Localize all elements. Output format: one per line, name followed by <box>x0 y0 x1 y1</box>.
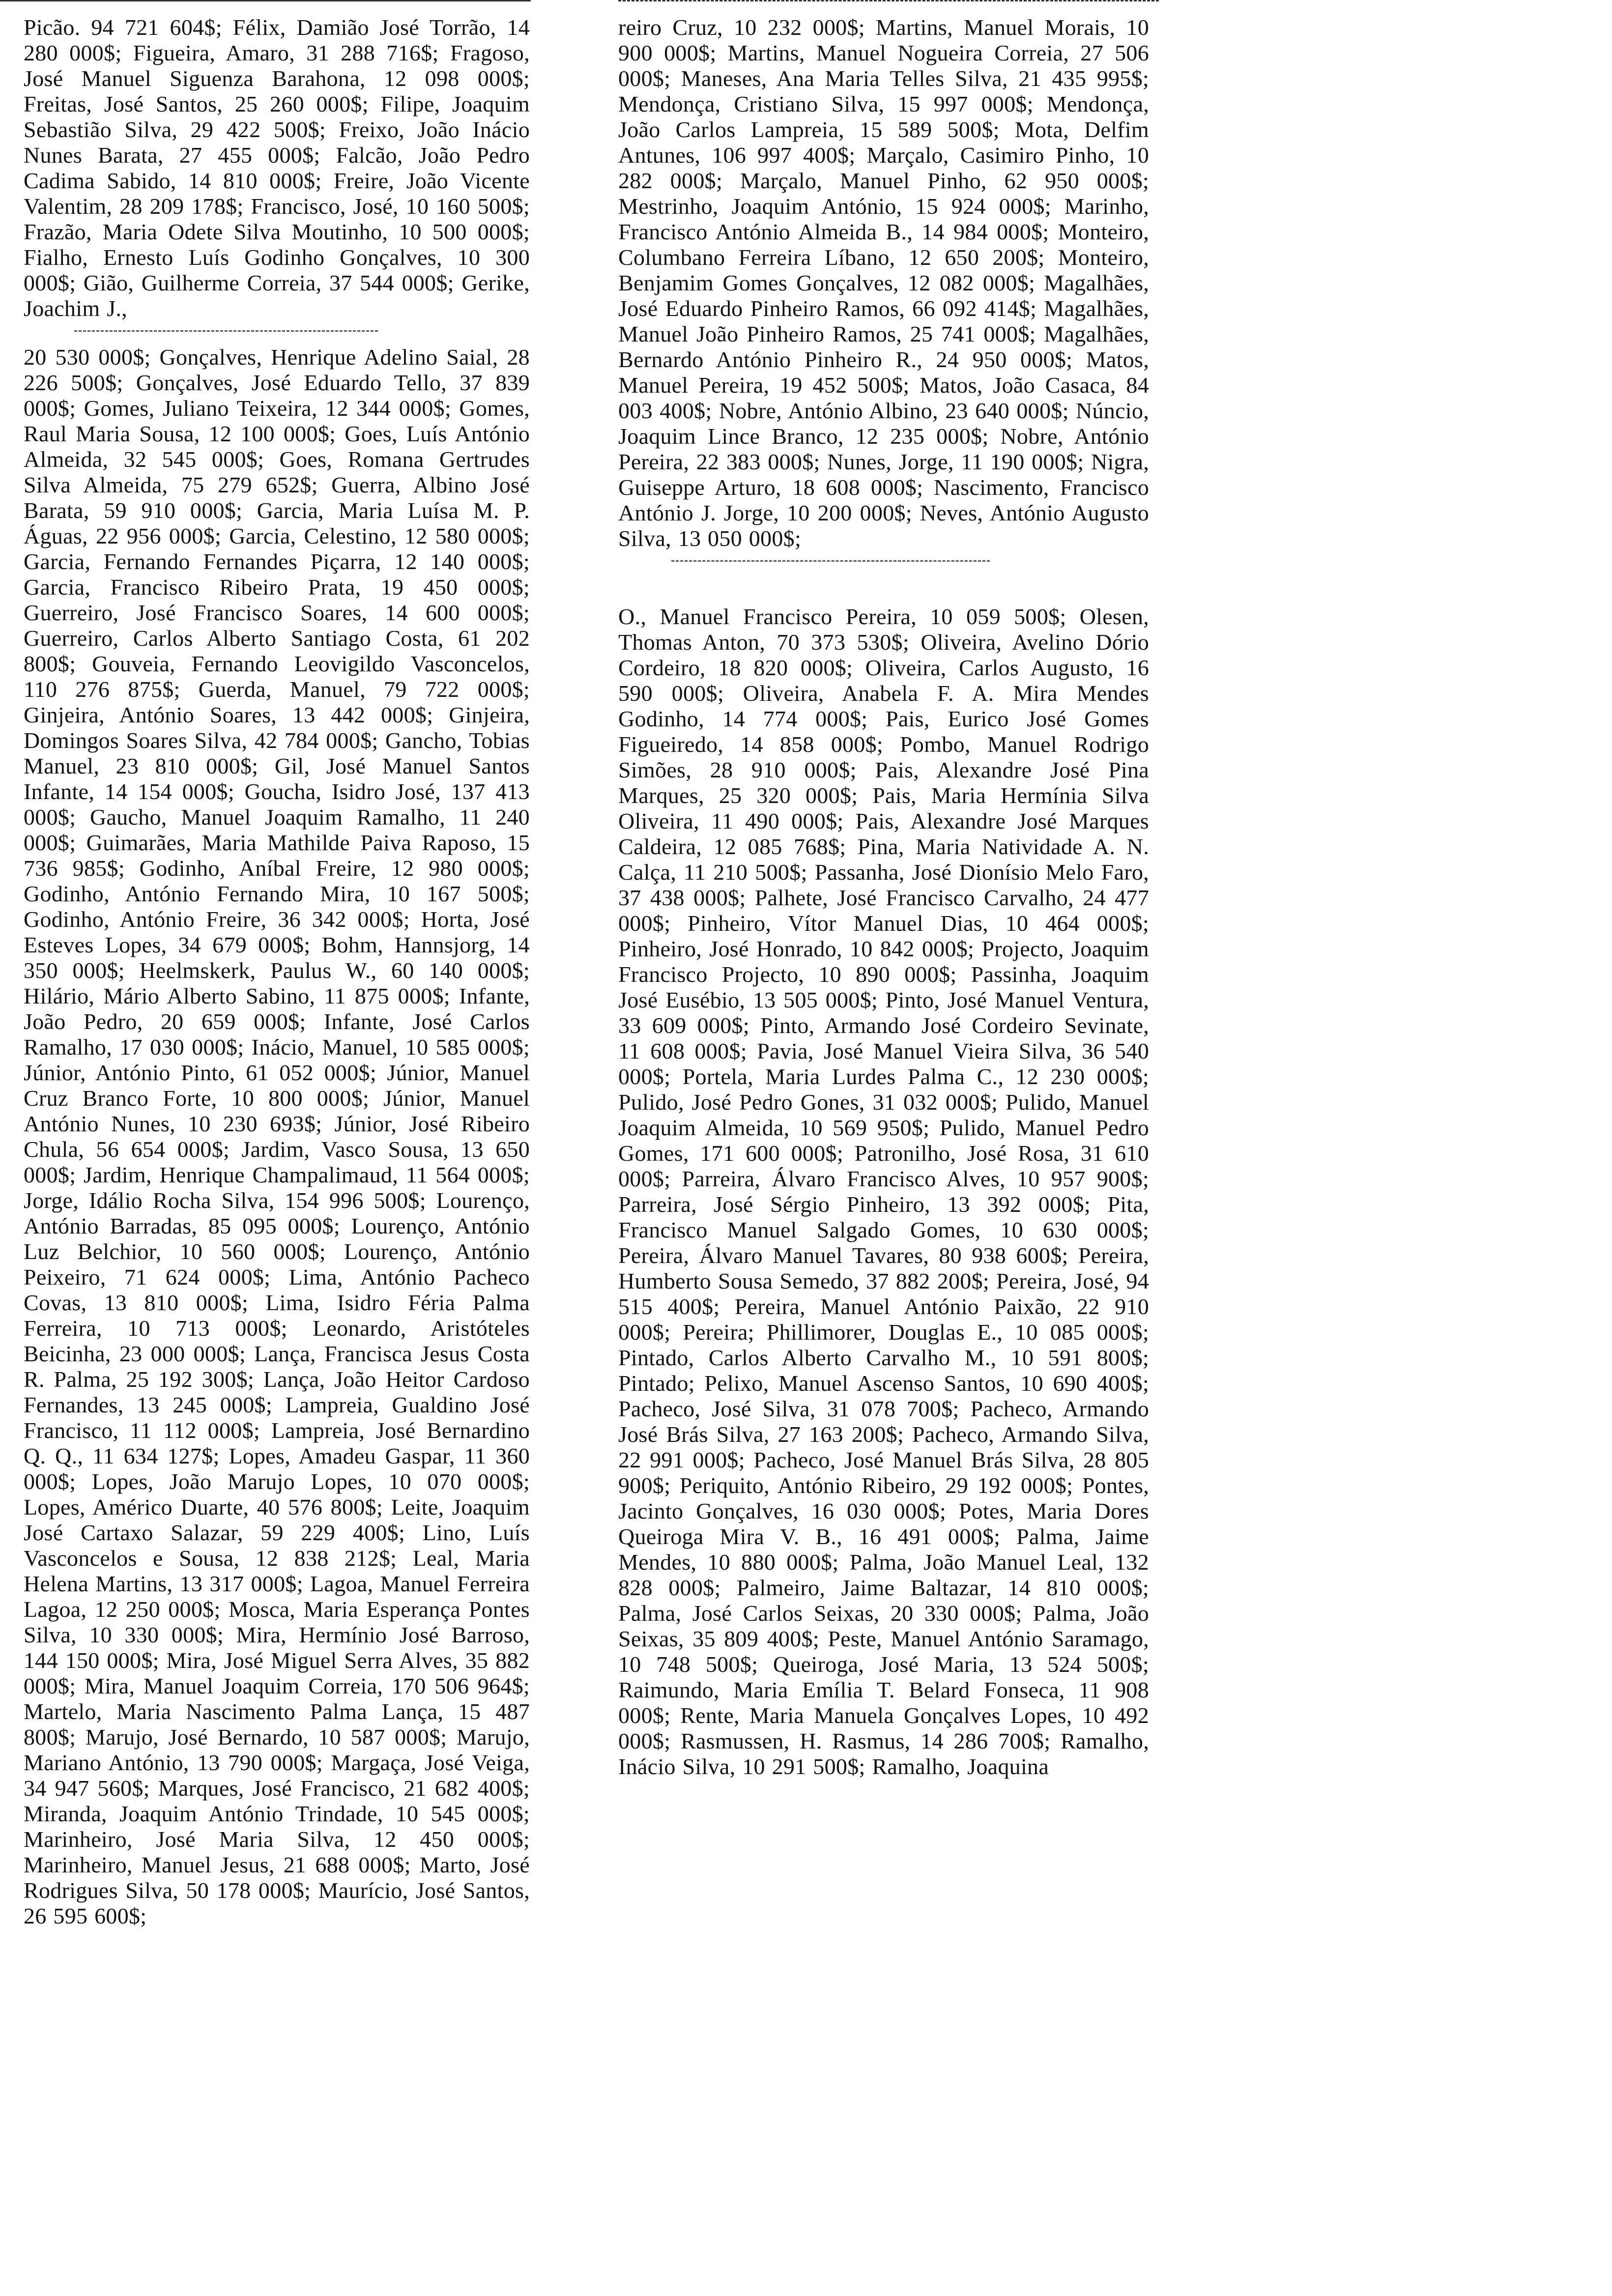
right-section-gap <box>618 574 1149 604</box>
top-rule-right <box>618 0 1159 6</box>
right-column <box>618 15 1149 1779</box>
left-section-separator <box>74 330 378 335</box>
left-column <box>24 15 530 1929</box>
right-text-block-1: reiro Cruz, 10 232 000$; Martins, Manuel Morais, 10 900 000$; Martins, Manuel Nogueira Correia, 27 506 000$; Maneses, Ana Maria Telles Silva, 21 435 995$; Mendonça, Cristiano Silva, 15 997 000$; Mendonça, João Carlos Lampreia, 15 589 500$; Mota, Delfim Antunes, 106 997 400$; Marçalo, Casimiro Pinho, 10 282 000$; Marçalo, Manuel Pinho, 62 950 000$; Mestrinho, Joaquim António, 15 924 000$; Marinho, Francisco António Almeida B., 14 984 000$; Monteiro, Columbano Ferreira Líbano, 12 650 200$; Monteiro, Benjamim Gomes Gonçalves, 12 082 000$; Magalhães, José Eduardo Pinheiro Ramos, 66 092 414$; Magalhães, Manuel João Pinheiro Ramos, 25 741 000$; Magalhães, Bernardo António Pinheiro R., 24 950 000$; Matos, Manuel Pereira, 19 452 500$; Matos, João Casaca, 84 003 400$; Nobre, António Albino, 23 640 000$; Núncio, Joaquim Lince Branco, 12 235 000$; Nobre, António Pereira, 22 383 000$; Nunes, Jorge, 11 190 000$; Nigra, Guiseppe Arturo, 18 608 000$; Nascimento, Francisco António J. Jorge, 10 200 000$; Neves, António Augusto Silva, 13 050 000$; <box>618 15 1149 551</box>
left-text-block-2: 20 530 000$; Gonçalves, Henrique Adelino Saial, 28 226 500$; Gonçalves, José Eduardo Tello, 37 839 000$; Gomes, Juliano Teixeira, 12 344 000$; Gomes, Raul Maria Sousa, 12 100 000$; Goes, Luís António Almeida, 32 545 000$; Goes, Romana Gertrudes Silva Almeida, 75 279 652$; Guerra, Albino José Barata, 59 910 000$; Garcia, Maria Luísa M. P. Águas, 22 956 000$; Garcia, Celestino, 12 580 000$; Garcia, Fernando Fernandes Piçarra, 12 140 000$; Garcia, Francisco Ribeiro Prata, 19 450 000$; Guerreiro, José Francisco Soares, 14 600 000$; Guerreiro, Carlos Alberto Santiago Costa, 61 202 800$; Gouveia, Fernando Leovigildo Vasconcelos, 110 276 875$; Guerda, Manuel, 79 722 000$; Ginjeira, António Soares, 13 442 000$; Ginjeira, Domingos Soares Silva, 42 784 000$; Gancho, Tobias Manuel, 23 810 000$; Gil, José Manuel Santos Infante, 14 154 000$; Goucha, Isidro José, 137 413 000$; Gaucho, Manuel Joaquim Ramalho, 11 240 000$; Guimarães, Maria Mathilde Paiva Raposo, 15 736 985$; Godinho, Aníbal Freire, 12 980 000$; Godinho, António Fernando Mira, 10 167 500$; Godinho, António Freire, 36 342 000$; Horta, José Esteves Lopes, 34 679 000$; Bohm, Hannsjorg, 14 350 000$; Heelmskerk, Paulus W., 60 140 000$; Hilário, Mário Alberto Sabino, 11 875 000$; Infante, João Pedro, 20 659 000$; Infante, José Carlos Ramalho, 17 030 000$; Inácio, Manuel, 10 585 000$; Júnior, António Pinto, 61 052 000$; Júnior, Manuel Cruz Branco Forte, 10 800 000$; Júnior, Manuel António Nunes, 10 230 693$; Júnior, José Ribeiro Chula, 56 654 000$; Jardim, Vasco Sousa, 13 650 000$; Jardim, Henrique Champalimaud, 11 564 000$; Jorge, Idálio Rocha Silva, 154 996 500$; Lourenço, António Barradas, 85 095 000$; Lourenço, António Luz Belchior, 10 560 000$; Lourenço, António Peixeiro, 71 624 000$; Lima, António Pacheco Covas, 13 810 000$; Lima, Isidro Féria Palma Ferreira, 10 713 000$; Leonardo, Aristóteles Beicinha, 23 000 000$; Lança, Francisca Jesus Costa R. Palma, 25 192 300$; Lança, João Heitor Cardoso Fernandes, 13 245 000$; Lampreia, Gualdino José Francisco, 11 112 000$; Lampreia, José Bernardino Q. Q., 11 634 127$; Lopes, Amadeu Gaspar, 11 360 000$; Lopes, João Marujo Lopes, 10 070 000$; Lopes, Américo Duarte, 40 576 800$; Leite, Joaquim José Cartaxo Salazar, 59 229 400$; Lino, Luís Vasconcelos e Sousa, 12 838 212$; Leal, Maria Helena Martins, 13 317 000$; Lagoa, Manuel Ferreira Lagoa, 12 250 000$; Mosca, Maria Esperança Pontes Silva, 10 330 000$; Mira, Hermínio José Barroso, 144 150 000$; Mira, José Miguel Serra Alves, 35 882 000$; Mira, Manuel Joaquim Correia, 170 506 964$; Martelo, Maria Nascimento Palma Lança, 15 487 800$; Marujo, José Bernardo, 10 587 000$; Marujo, Mariano António, 13 790 000$; Margaça, José Veiga, 34 947 560$; Marques, José Francisco, 21 682 400$; Miranda, Joaquim António Trindade, 10 545 000$; Marinheiro, José Maria Silva, 12 450 000$; Marinheiro, Manuel Jesus, 21 688 000$; Marto, José Rodrigues Silva, 50 178 000$; Maurício, José Santos, 26 595 600$; <box>24 344 530 1928</box>
right-text-block-2: O., Manuel Francisco Pereira, 10 059 500$; Olesen, Thomas Anton, 70 373 530$; Oliveira, Avelino Dório Cordeiro, 18 820 000$; Oliveira, Carlos Augusto, 16 590 000$; Oliveira, Anabela F. A. Mira Mendes Godinho, 14 774 000$; Pais, Eurico José Gomes Figueiredo, 14 858 000$; Pombo, Manuel Rodrigo Simões, 28 910 000$; Pais, Alexandre José Pina Marques, 25 320 000$; Pais, Maria Hermínia Silva Oliveira, 11 490 000$; Pais, Alexandre José Marques Caldeira, 12 085 768$; Pina, Maria Natividade A. N. Calça, 11 210 500$; Passanha, José Dionísio Melo Faro, 37 438 000$; Palhete, José Francisco Carvalho, 24 477 000$; Pinheiro, Vítor Manuel Dias, 10 464 000$; Pinheiro, José Honrado, 10 842 000$; Projecto, Joaquim Francisco Projecto, 10 890 000$; Passinha, Joaquim José Eusébio, 13 505 000$; Pinto, José Manuel Ventura, 33 609 000$; Pinto, Armando José Cordeiro Sevinate, 11 608 000$; Pavia, José Manuel Vieira Silva, 36 540 000$; Portela, Maria Lurdes Palma C., 12 230 000$; Pulido, José Pedro Gones, 31 032 000$; Pulido, Manuel Joaquim Almeida, 10 569 950$; Pulido, Manuel Pedro Gomes, 171 600 000$; Patronilho, José Rosa, 31 610 000$; Parreira, Álvaro Francisco Alves, 10 957 900$; Parreira, José Sérgio Pinheiro, 13 392 000$; Pita, Francisco Manuel Salgado Gomes, 10 630 000$; Pereira, Álvaro Manuel Tavares, 80 938 600$; Pereira, Humberto Sousa Semedo, 37 882 200$; Pereira, José, 94 515 400$; Pereira, Manuel António Paixão, 22 910 000$; Pereira; Phillimorer, Douglas E., 10 085 000$; Pintado, Carlos Alberto Carvalho M., 10 591 800$; Pintado; Pelixo, Manuel Ascenso Santos, 10 690 400$; Pacheco, José Silva, 31 078 700$; Pacheco, Armando José Brás Silva, 27 163 200$; Pacheco, Armando Silva, 22 991 000$; Pacheco, José Manuel Brás Silva, 28 805 900$; Periquito, António Ribeiro, 29 192 000$; Pontes, Jacinto Gonçalves, 16 030 000$; Potes, Maria Dores Queiroga Mira V. B., 16 491 000$; Palma, Jaime Mendes, 10 880 000$; Palma, João Manuel Leal, 132 828 000$; Palmeiro, Jaime Baltazar, 14 810 000$; Palma, José Carlos Seixas, 20 330 000$; Palma, João Seixas, 35 809 400$; Peste, Manuel António Saramago, 10 748 500$; Queiroga, José Maria, 13 524 500$; Raimundo, Maria Emília T. Belard Fonseca, 11 908 000$; Rente, Maria Manuela Gonçalves Lopes, 10 492 000$; Rasmussen, H. Rasmus, 14 286 700$; Ramalho, Inácio Silva, 10 291 500$; Ramalho, Joaquina <box>618 604 1149 1779</box>
top-rule-left <box>0 0 531 6</box>
right-section-separator <box>671 560 990 565</box>
left-text-block-1: Picão. 94 721 604$; Félix, Damião José Torrão, 14 280 000$; Figueira, Amaro, 31 288 716$; Fragoso, José Manuel Siguenza Barahona, 12 098 000$; Freitas, José Santos, 25 260 000$; Filipe, Joaquim Sebastião Silva, 29 422 500$; Freixo, João Inácio Nunes Barata, 27 455 000$; Falcão, João Pedro Cadima Sabido, 14 810 000$; Freire, João Vicente Valentim, 28 209 178$; Francisco, José, 10 160 500$; Frazão, Maria Odete Silva Moutinho, 10 500 000$; Fialho, Ernesto Luís Godinho Gonçalves, 10 300 000$; Gião, Guilherme Correia, 37 544 000$; Gerike, Joachim J., <box>24 15 530 321</box>
